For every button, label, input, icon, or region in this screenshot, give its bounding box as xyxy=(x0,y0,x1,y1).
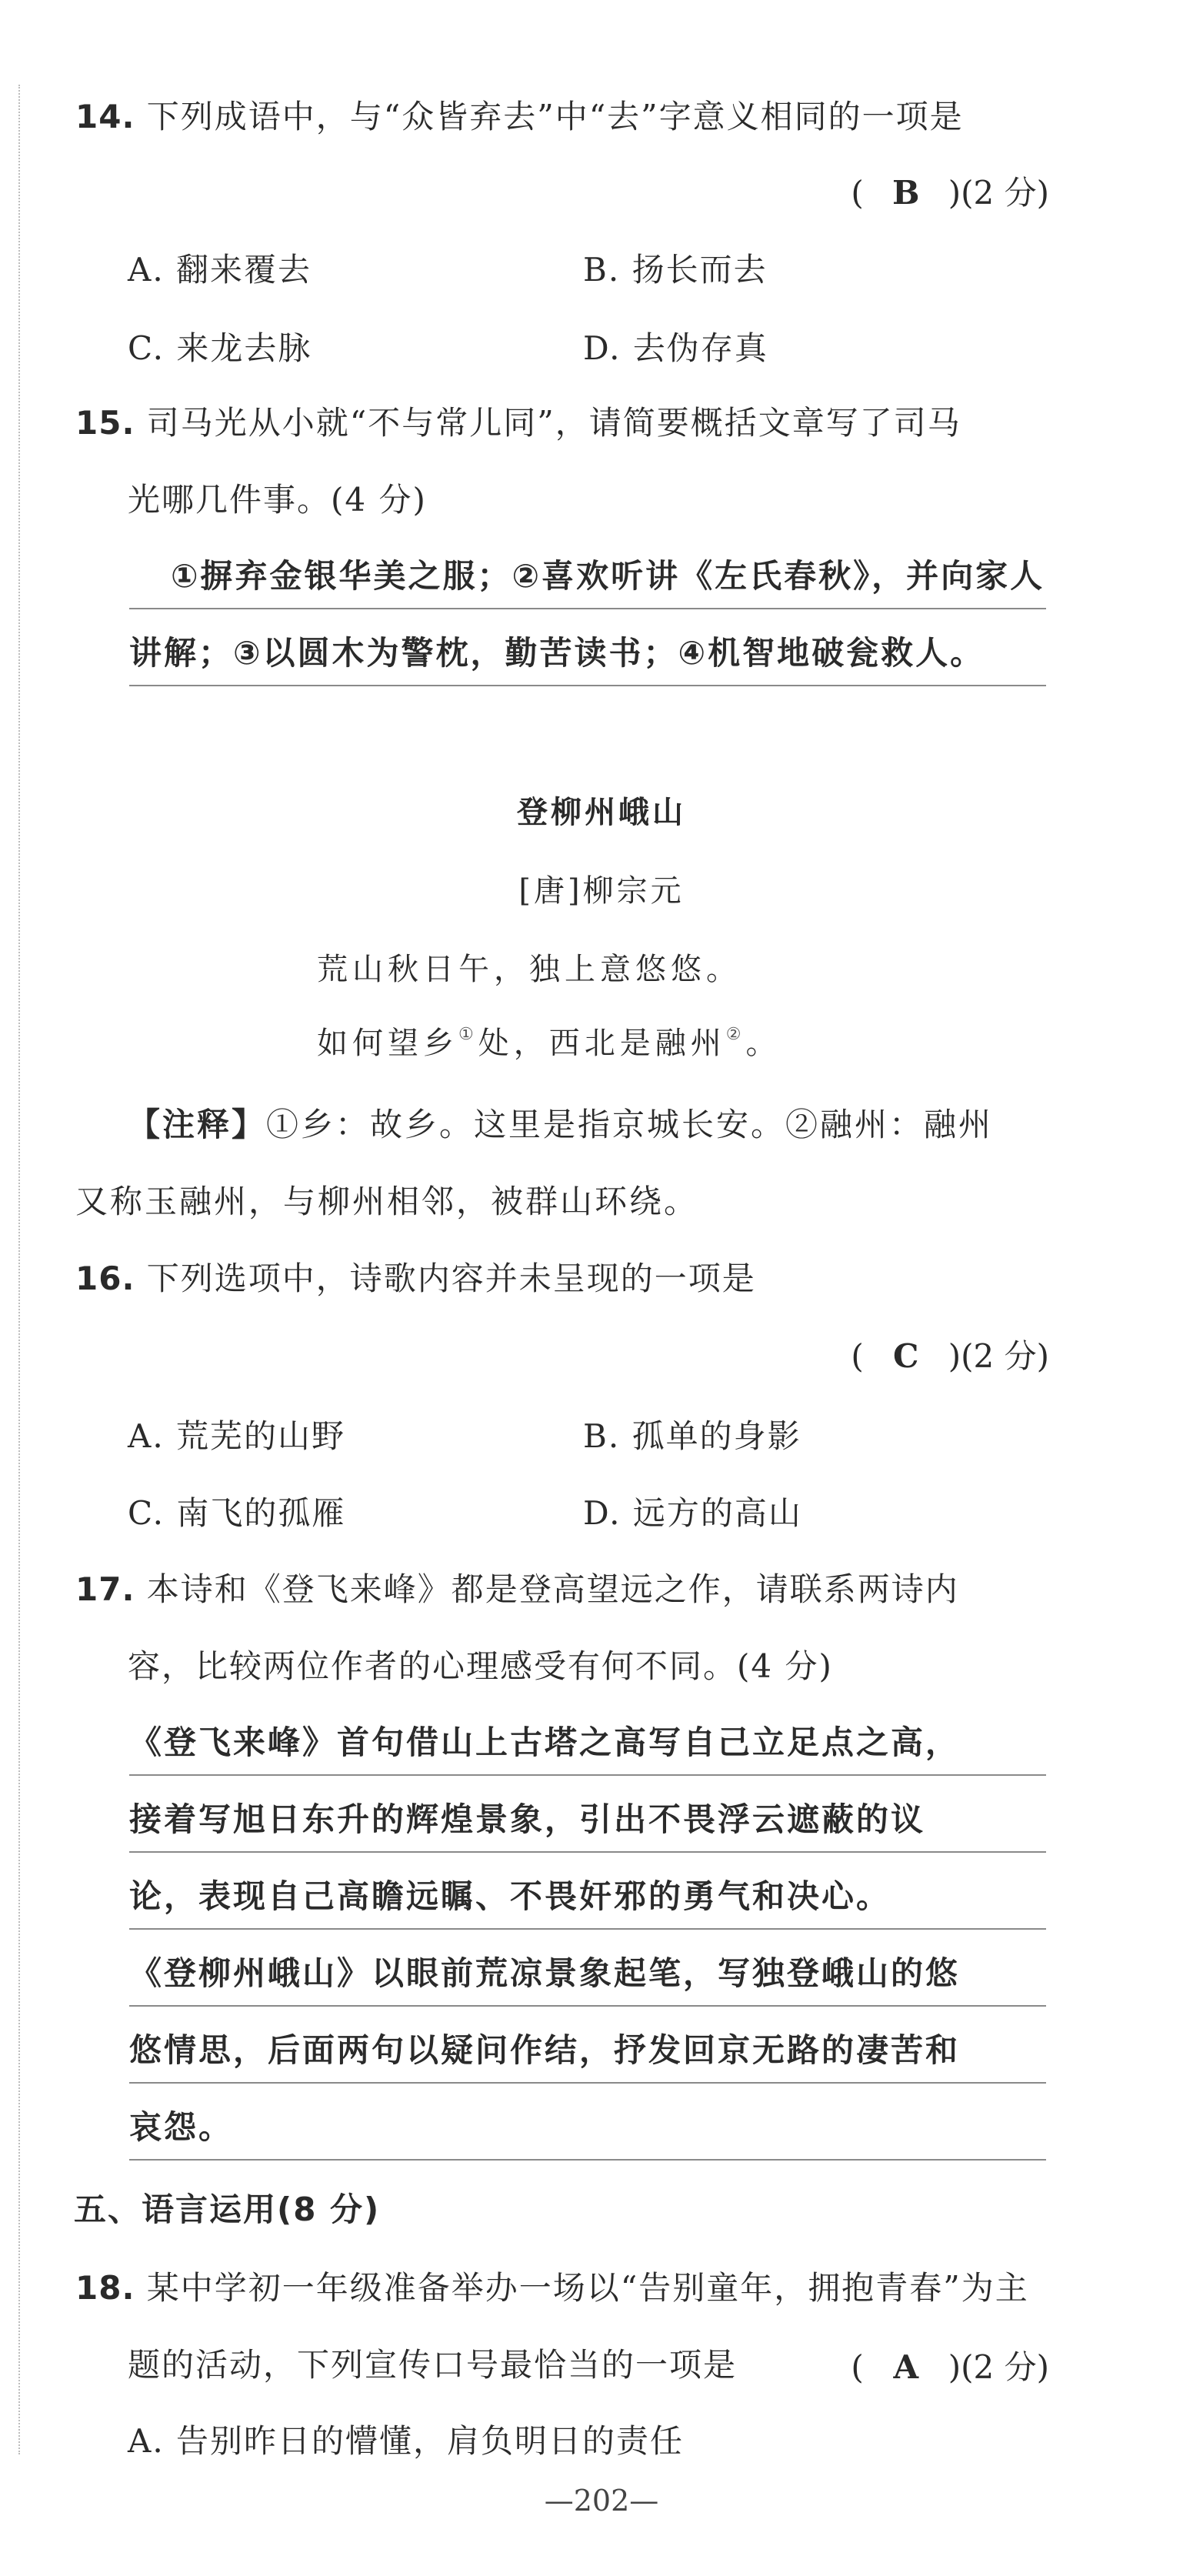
q18-stem xyxy=(75,2265,1029,2311)
q14-stem xyxy=(75,94,964,140)
q15-answer-line-2: 讲解；③以圆木为警枕，勤苦读书；④机智地破瓮救人。 xyxy=(129,628,1046,686)
q14-answer: B xyxy=(892,174,920,212)
q18-answer-slot xyxy=(851,2342,1049,2388)
poem-line-2-part-b: 处，西北是融州 xyxy=(478,1026,726,1061)
q17-answer-line-5: 悠情思，后面两句以疑问作结，抒发回京无路的凄苦和 xyxy=(129,2025,1046,2084)
section-5-heading: 五、语言运用(8 分) xyxy=(74,2191,381,2228)
q15-text-line1: 司马光从小就“不与常儿同”，请简要概括文章写了司马 xyxy=(146,404,961,442)
q18-text-line1: 某中学初一年级准备举办一场以“告别童年，拥抱青春”为主 xyxy=(146,2269,1029,2307)
q18-answer-open: ( xyxy=(851,2348,864,2386)
q16-option-a: A. 荒芜的山野 xyxy=(128,1417,346,1455)
q16-answer-close: )(2 分) xyxy=(948,1337,1049,1375)
q16-answer-open: ( xyxy=(851,1337,864,1375)
q17-answer-line-3: 论，表现自己高瞻远瞩、不畏奸邪的勇气和决心。 xyxy=(129,1871,1046,1930)
q17-answer-line-6: 哀怨。 xyxy=(129,2102,1046,2161)
q17-answer-line-1: 《登飞来峰》首句借山上古塔之高写自己立足点之高， xyxy=(129,1717,1046,1776)
q16-answer: C xyxy=(893,1337,919,1375)
q17-text-line1: 本诗和《登飞来峰》都是登高望远之作，请联系两诗内 xyxy=(146,1570,959,1608)
poem-line-2-part-c: 。 xyxy=(745,1026,781,1061)
q17-answer-line-2: 接着写旭日东升的辉煌景象，引出不畏浮云遮蔽的议 xyxy=(129,1794,1046,1853)
poem-line-2-part-a: 如何望乡 xyxy=(317,1026,458,1061)
q14-text: 下列成语中，与“众皆弃去”中“去”字意义相同的一项是 xyxy=(146,98,964,135)
footnote-mark-2: ② xyxy=(725,1025,746,1044)
poem-note-line-2: 又称玉融州，与柳州相邻，被群山环绕。 xyxy=(75,1183,699,1220)
q18-text-line2: 题的活动，下列宣传口号最恰当的一项是 xyxy=(128,2346,738,2384)
q16-number: 16. xyxy=(75,1260,135,1297)
q16-answer-slot xyxy=(851,1331,1049,1377)
q14-option-b: B. 扬长而去 xyxy=(583,251,768,289)
q15-answer-line-1: ①摒弃金银华美之服；②喜欢听讲《左氏春秋》，并向家人 xyxy=(129,551,1046,609)
q16-option-b: B. 孤单的身影 xyxy=(583,1417,801,1455)
q16-option-c: C. 南飞的孤雁 xyxy=(128,1494,346,1532)
note-text-1: ①乡：故乡。这里是指京城长安。②融州：融州 xyxy=(266,1106,994,1143)
q14-answer-slot xyxy=(851,168,1049,214)
poem-line-1: 荒山秋日午，独上意悠悠。 xyxy=(317,952,741,987)
q14-answer-close: )(2 分) xyxy=(948,174,1049,212)
q18-option-a: A. 告别昨日的懵懂，肩负明日的责任 xyxy=(128,2422,685,2460)
poem-author: [唐]柳宗元 xyxy=(518,873,685,909)
q18-answer-close: )(2 分) xyxy=(948,2348,1049,2386)
q14-option-d: D. 去伪存真 xyxy=(583,329,768,367)
q14-option-c: C. 来龙去脉 xyxy=(128,329,312,367)
q17-stem xyxy=(75,1567,959,1613)
q16-text: 下列选项中，诗歌内容并未呈现的一项是 xyxy=(146,1260,756,1297)
q18-number: 18. xyxy=(75,2269,135,2307)
q17-answer-line-4: 《登柳州峨山》以眼前荒凉景象起笔，写独登峨山的悠 xyxy=(129,1948,1046,2007)
q15-number: 15. xyxy=(75,404,135,442)
margin-rule xyxy=(18,85,20,2454)
poem-line-2 xyxy=(317,1019,781,1063)
page-number: —202— xyxy=(544,2484,659,2518)
note-label: 【注释】 xyxy=(128,1106,267,1143)
q16-option-d: D. 远方的高山 xyxy=(583,1494,802,1532)
poem-title: 登柳州峨山 xyxy=(517,795,686,830)
poem-note-line-1 xyxy=(128,1102,993,1148)
q14-option-a: A. 翻来覆去 xyxy=(128,251,312,289)
q16-stem xyxy=(75,1256,756,1302)
q15-stem xyxy=(75,400,961,446)
q17-text-line2: 容，比较两位作者的心理感受有何不同。(4 分) xyxy=(128,1647,833,1685)
q17-number: 17. xyxy=(75,1570,135,1608)
q18-answer: A xyxy=(893,2348,919,2386)
q14-answer-open: ( xyxy=(851,174,864,212)
q15-text-line2: 光哪几件事。(4 分) xyxy=(128,481,427,519)
footnote-mark-1: ① xyxy=(458,1025,478,1044)
q14-number: 14. xyxy=(75,98,135,135)
